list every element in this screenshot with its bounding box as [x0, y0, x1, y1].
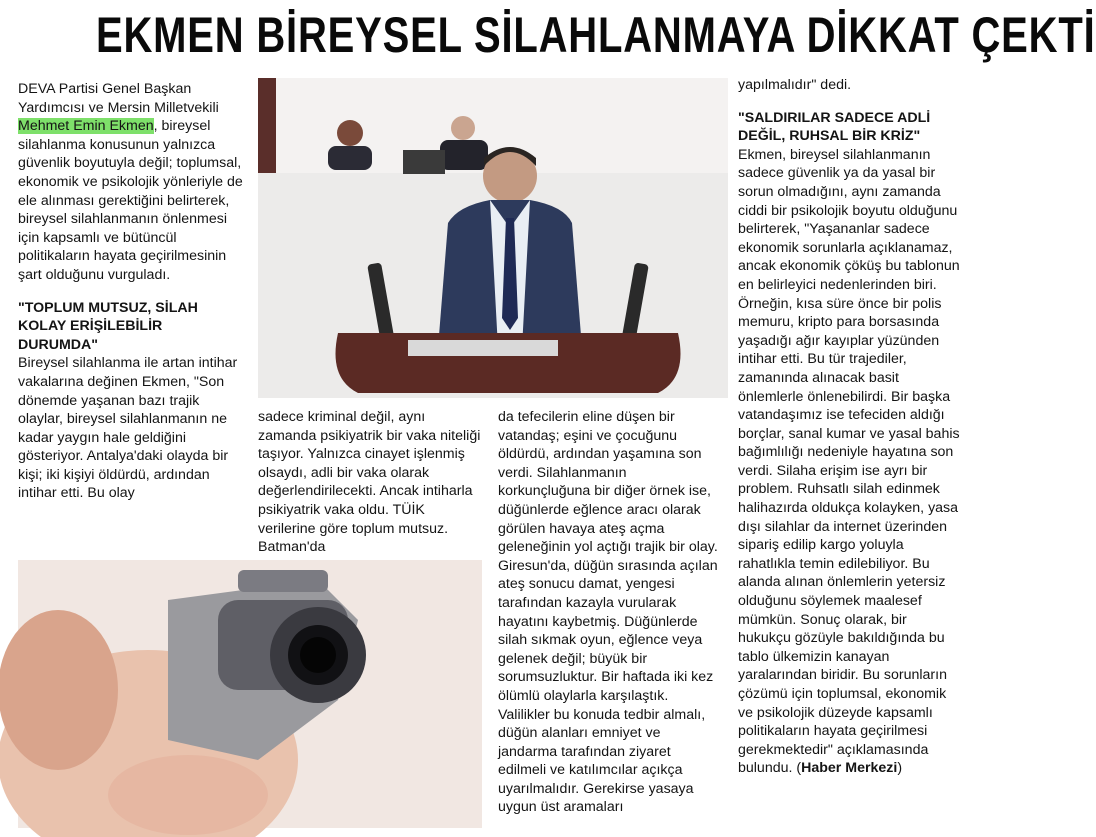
highlighted-name: Mehmet Emin Ekmen: [18, 118, 154, 135]
intro-text: DEVA Partisi Genel Başkan Yardımcısı ve Mersin Milletvekili: [18, 81, 219, 116]
column-1: [18, 80, 246, 503]
body-paragraph-1: Bireysel silahlanma ile artan intihar vakalarına değinen Ekmen, "Son dönemde yaşanan bazı trajik olaylar, bireysel silahlanmanın ne kadar yaygın hale geldiğini gösteriyor. Antalya'daki olayda bir kişi; iki kişiyi öldürdü, ardından intihar etti. Bu olay: [18, 355, 238, 502]
lead-line: yapılmalıdır" dedi.: [738, 77, 852, 93]
headline: EKMEN BİREYSEL SİLAHLANMAYA DİKKAT ÇEKTİ: [96, 7, 1096, 63]
parliament-photo: [258, 78, 728, 398]
subheading-1: "TOPLUM MUTSUZ, SİLAH KOLAY ERİŞİLEBİLİR DURUMDA": [18, 299, 198, 353]
body-paragraph-4: [738, 146, 960, 778]
news-credit: Haber Merkezi: [801, 760, 898, 777]
credit-close: ): [897, 760, 903, 777]
body-text-4: Ekmen, bireysel silahlanmanın sadece güvenlik ya da yasal bir sorun olmadığını, aynı zamanda ciddi bir psikolojik boyutu olduğunu belirterek, "Yaşananlar sadece ekonomik sorunlarla açıklanamaz, ancak ekonomik çöküş bu tablonun en belirleyici nedenlerinden biri. Örneğin, kısa süre önce bir polis memuru, kripto para borsasında yaşadığı ağır kayıplar yüzünden intihar etti. Bu tür trajediler, zamanında alınacak basit önlemlerle önlenebilirdi. Bir başka vatandaşımız ise tefeciden aldığı borçlar, sanal kumar ve yasal bahis bağımlılığı nedeniyle hayatına son verdi. Silaha erişim ise ayrı bir problem. Ruhsatlı silah edinmek halihazırda oldukça kolayken, yasa dışı silahlar da internet üzerinden sipariş edilip kargo yoluyla rahatlıkla temin edilebiliyor. Bu alanda alınan önlemlerin yetersiz olduğunu söylemek maalesef mümkün. Sonuç olarak, bir hukukçu gözüyle bakıldığında bu tablo ülkemizin kanayan yaralarından biridir. Bu sorunların çözümü için toplumsal, ekonomik ve psikolojik düzeyde kapsamlı politikaların hayata geçirilmesi gerekmektedir" açıklamasında bulundu. (: [738, 146, 960, 777]
column-4: [738, 76, 960, 778]
intro-text-continued: , bireysel silahlanma konusunun yalnızca güvenlik boyutuyla değil; toplumsal, ekonomik ve psikolojik yönleriyle de ele alınması gerektiğini belirterek, bireysel silahlanmanın önlenmesi için kapsamlı ve bütüncül politikaların hayata geçirilmesinin şart olduğunu vurguladı.: [18, 118, 243, 283]
body-paragraph-2: sadece kriminal değil, aynı zamanda psikiyatrik bir vaka niteliği taşıyor. Yalnızca cinayet işlenmiş olsaydı, adli bir vaka olarak değerlendirilecekti. Ancak intiharla psikiyatrik vaka oldu. TÜİK verilerine göre toplum mutsuz. Batman'da: [258, 409, 481, 556]
intro-paragraph: [18, 80, 246, 285]
column-3: [498, 408, 722, 817]
column-2: [258, 408, 484, 557]
handgun-photo: [18, 560, 482, 828]
subheading-2: "SALDIRILAR SADECE ADLİ DEĞİL, RUHSAL BİR KRİZ": [738, 109, 931, 145]
body-paragraph-3: da tefecilerin eline düşen bir vatandaş; eşini ve çocuğunu öldürdü, ardından yaşamına son verdi. Silahlanmanın korkunçluğuna bir diğer örnek ise, düğünlerde eğlence aracı olarak görülen havaya ateş açma geleneğinin yol açtığı trajik bir olay. Giresun'da, düğün sırasında açılan ateş sonucu damat, yengesi tarafından kazayla vurularak hayatını kaybetmiş. Düğünlerde silah sıkmak oyun, eğlence veya gelenek değil; büyük bir sorumsuzluktur. Bir haftada iki kez ölümlü olaylarla karşılaştık. Valilikler bu konuda tedbir almalı, düğün alanları emniyet ve jandarma tarafından ziyaret edilmeli ve katılımcılar açıkça uyarılmalıdır. Gerekirse yasaya uygun üst aramaları: [498, 409, 718, 816]
